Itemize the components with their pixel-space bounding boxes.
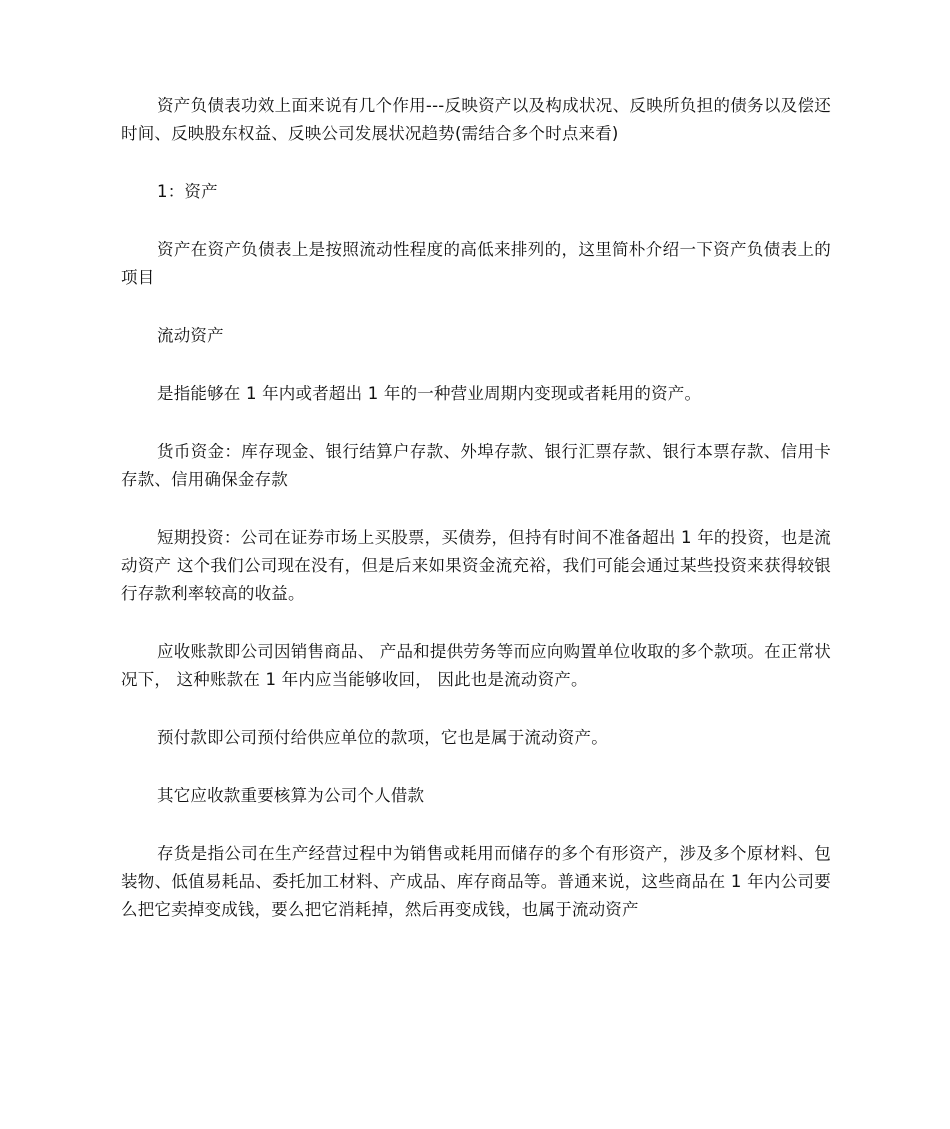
paragraph-current-assets-definition: 是指能够在 1 年内或者超出 1 年的一种营业周期内变现或者耗用的资产。 [157, 384, 702, 403]
heading-assets: 1：资产 [157, 182, 218, 201]
paragraph-inventory: 存货是指公司在生产经营过程中为销售或耗用而储存的多个有形资产，涉及多个原材料、包装物、低值易耗品、委托加工材料、产成品、库存商品等。普通来说，这些商品在 1 年内公司要么把它卖掉变成钱，要么把它消耗掉，然后再变成钱，也属于流动资产 [121, 844, 831, 919]
heading-current-assets: 流动资产 [157, 326, 224, 345]
paragraph-prepayments: 预付款即公司预付给供应单位的款项，它也是属于流动资产。 [157, 728, 608, 747]
paragraph-other-receivables: 其它应收款重要核算为公司个人借款 [157, 786, 425, 805]
paragraph-accounts-receivable: 应收账款即公司因销售商品、 产品和提供劳务等而应向购置单位收取的多个款项。在正常状况下， 这种账款在 1 年内应当能够收回， 因此也是流动资产。 [121, 642, 831, 689]
paragraph-asset-ordering: 资产在资产负债表上是按照流动性程度的高低来排列的，这里简朴介绍一下资产负债表上的项目 [121, 240, 831, 287]
paragraph-short-term-investment: 短期投资：公司在证券市场上买股票，买债券，但持有时间不准备超出 1 年的投资，也是流动资产 这个我们公司现在没有，但是后来如果资金流充裕，我们可能会通过某些投资来获得较银行存款利率较高的收益。 [121, 528, 831, 603]
document-body [121, 92, 831, 954]
paragraph-balance-sheet-functions: 资产负债表功效上面来说有几个作用---反映资产以及构成状况、反映所负担的债务以及偿还时间、反映股东权益、反映公司发展状况趋势(需结合多个时点来看) [121, 96, 831, 143]
paragraph-monetary-funds: 货币资金：库存现金、银行结算户存款、外埠存款、银行汇票存款、银行本票存款、信用卡存款、信用确保金存款 [121, 442, 831, 489]
